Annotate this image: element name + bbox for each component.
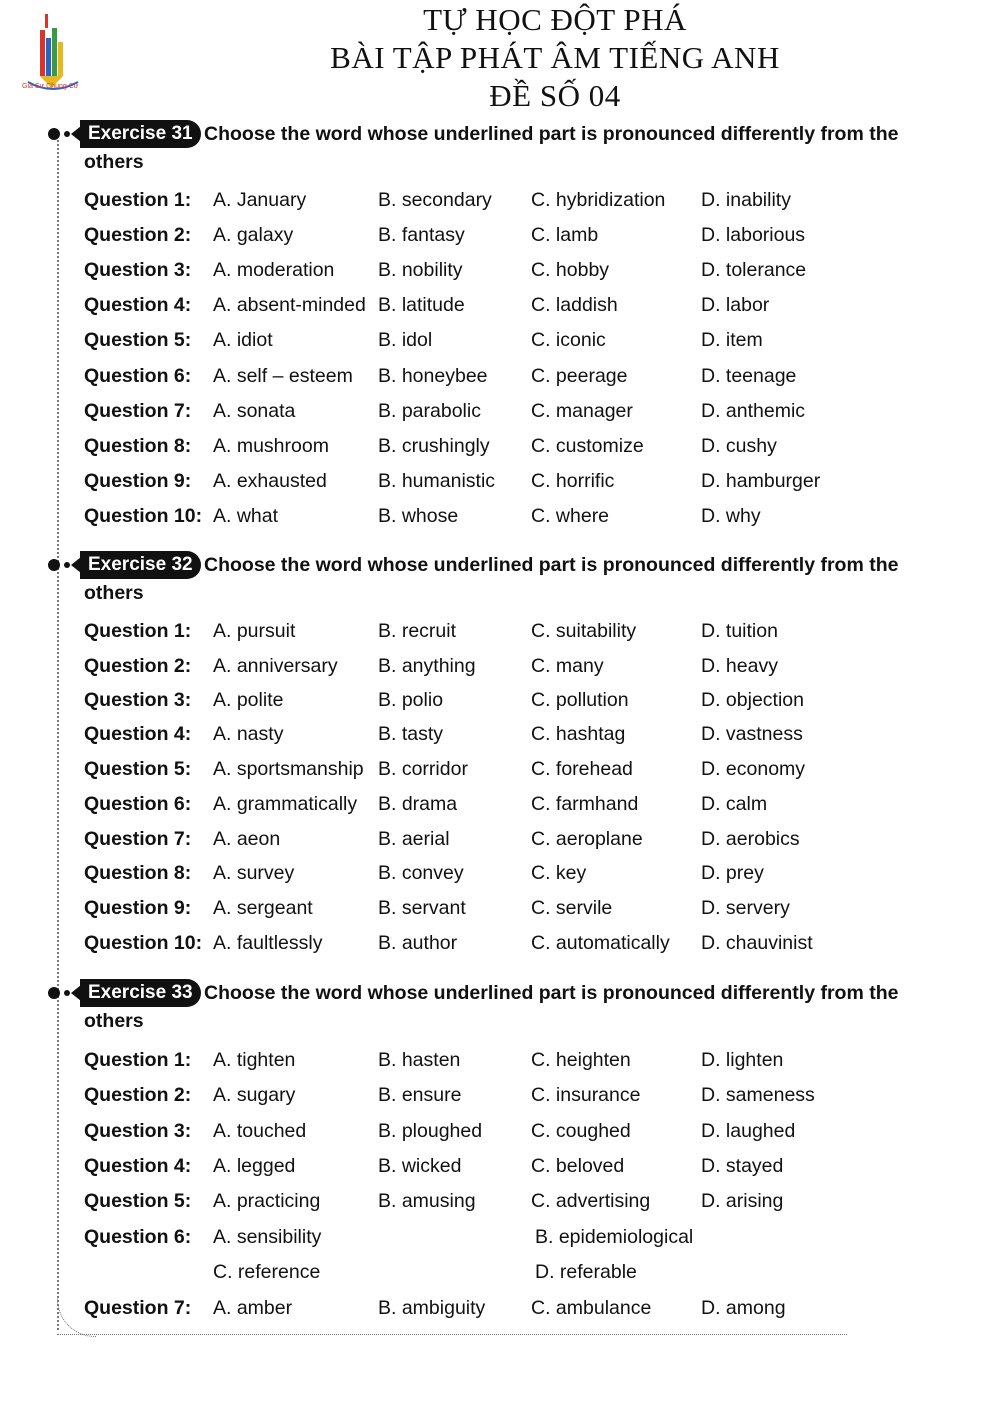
option-c: C. hobby <box>531 259 610 281</box>
question-label: Question 3: <box>84 689 192 711</box>
option-b: B. aerial <box>378 828 450 850</box>
question-label: Question 7: <box>84 828 192 850</box>
option-a: A. sergeant <box>213 897 313 919</box>
option-c: C. aeroplane <box>531 828 643 850</box>
option-b: B. corridor <box>378 758 468 780</box>
question-row <box>0 289 1000 321</box>
option-b: B. convey <box>378 862 464 884</box>
option-c: C. hashtag <box>531 723 626 745</box>
question-row <box>0 1044 1000 1076</box>
option-c: C. pollution <box>531 689 629 711</box>
exercise-badge: Exercise 31 <box>80 120 201 148</box>
bullet-small-icon <box>64 990 70 996</box>
option-d: D. calm <box>701 793 768 815</box>
question-row <box>0 254 1000 286</box>
option-c: C. reference <box>213 1261 321 1283</box>
option-a: A. sensibility <box>213 1226 322 1248</box>
logo-text: Gia Sư Chung Cư <box>22 83 79 90</box>
bullet-icon <box>48 128 60 140</box>
option-a: A. what <box>213 505 279 527</box>
option-b: B. secondary <box>378 189 492 211</box>
exercise-header <box>0 551 1000 604</box>
option-a: A. amber <box>213 1297 293 1319</box>
option-c: C. lamb <box>531 224 599 246</box>
exercise-header <box>0 979 1000 1032</box>
exercise-instruction-cont: others <box>84 1010 144 1032</box>
option-d: D. tolerance <box>701 259 807 281</box>
bottom-dotted-rule <box>57 1334 847 1335</box>
option-b: B. parabolic <box>378 400 481 422</box>
option-b: B. author <box>378 932 458 954</box>
option-d: D. aerobics <box>701 828 800 850</box>
option-a: A. sportsmanship <box>213 758 364 780</box>
question-row <box>0 324 1000 356</box>
title-line-1: TỰ HỌC ĐỘT PHÁ <box>423 2 687 37</box>
option-b: B. amusing <box>378 1190 476 1212</box>
question-row <box>0 1150 1000 1182</box>
option-c: C. hybridization <box>531 189 666 211</box>
option-a: A. tighten <box>213 1049 296 1071</box>
option-c: C. many <box>531 655 604 677</box>
option-d: D. laborious <box>701 224 806 246</box>
question-row <box>0 684 1000 716</box>
option-a: A. practicing <box>213 1190 321 1212</box>
question-label: Question 6: <box>84 365 192 387</box>
title-line-3: ĐỀ SỐ 04 <box>489 78 621 113</box>
option-d: D. vastness <box>701 723 803 745</box>
option-b: B. epidemiological <box>535 1226 694 1248</box>
question-row <box>0 1079 1000 1111</box>
option-c: C. advertising <box>531 1190 651 1212</box>
bullet-icon <box>48 987 60 999</box>
question-label: Question 3: <box>84 1120 192 1142</box>
option-c: C. key <box>531 862 587 884</box>
option-c: C. heighten <box>531 1049 631 1071</box>
question-label: Question 2: <box>84 1084 192 1106</box>
option-c: C. peerage <box>531 365 628 387</box>
option-d: D. among <box>701 1297 786 1319</box>
question-row <box>0 857 1000 889</box>
question-row <box>0 650 1000 682</box>
question-row <box>0 465 1000 497</box>
question-label: Question 4: <box>84 1155 192 1177</box>
exercise-header <box>0 120 1000 173</box>
option-c: C. coughed <box>531 1120 631 1142</box>
option-b: B. idol <box>378 329 433 351</box>
option-a: A. touched <box>213 1120 307 1142</box>
option-c: C. horrific <box>531 470 615 492</box>
option-a: A. legged <box>213 1155 296 1177</box>
option-b: B. ploughed <box>378 1120 483 1142</box>
option-a: A. polite <box>213 689 284 711</box>
option-c: C. servile <box>531 897 613 919</box>
question-label: Question 5: <box>84 1190 192 1212</box>
option-c: C. forehead <box>531 758 633 780</box>
option-d: D. tuition <box>701 620 778 642</box>
question-label: Question 2: <box>84 655 192 677</box>
question-row <box>0 927 1000 959</box>
option-c: C. ambulance <box>531 1297 652 1319</box>
option-a: A. pursuit <box>213 620 296 642</box>
option-a: A. January <box>213 189 307 211</box>
question-label: Question 6: <box>84 793 192 815</box>
option-a: A. aeon <box>213 828 281 850</box>
option-a: A. galaxy <box>213 224 294 246</box>
question-row <box>0 500 1000 532</box>
question-row <box>0 718 1000 750</box>
option-d: D. sameness <box>701 1084 815 1106</box>
exercise-instruction-cont: others <box>84 582 144 604</box>
option-d: D. anthemic <box>701 400 806 422</box>
option-a: A. moderation <box>213 259 335 281</box>
option-d: D. stayed <box>701 1155 784 1177</box>
question-label: Question 8: <box>84 435 192 457</box>
title-line-2: BÀI TẬP PHÁT ÂM TIẾNG ANH <box>330 40 780 75</box>
option-d: D. referable <box>535 1261 637 1283</box>
option-c: C. laddish <box>531 294 618 316</box>
option-d: D. prey <box>701 862 764 884</box>
option-c: C. where <box>531 505 610 527</box>
option-b: B. hasten <box>378 1049 461 1071</box>
question-row <box>0 615 1000 647</box>
option-c: C. iconic <box>531 329 606 351</box>
bullet-small-icon <box>64 131 70 137</box>
option-d: D. economy <box>701 758 806 780</box>
question-label: Question 10: <box>84 505 203 527</box>
question-label: Question 1: <box>84 620 192 642</box>
question-label: Question 5: <box>84 329 192 351</box>
option-b: B. polio <box>378 689 444 711</box>
question-row <box>0 1185 1000 1217</box>
option-b: B. whose <box>378 505 459 527</box>
bullet-icon <box>48 559 60 571</box>
question-label: Question 9: <box>84 897 192 919</box>
question-row <box>0 1221 1000 1253</box>
option-b: B. ambiguity <box>378 1297 486 1319</box>
question-row <box>0 823 1000 855</box>
option-a: A. nasty <box>213 723 284 745</box>
question-label: Question 2: <box>84 224 192 246</box>
page-header <box>0 0 1000 115</box>
option-b: B. nobility <box>378 259 463 281</box>
question-label: Question 4: <box>84 723 192 745</box>
option-c: C. customize <box>531 435 644 457</box>
question-label: Question 9: <box>84 470 192 492</box>
option-d: D. why <box>701 505 761 527</box>
option-c: C. beloved <box>531 1155 625 1177</box>
option-a: A. self – esteem <box>213 365 353 387</box>
option-b: B. wicked <box>378 1155 462 1177</box>
exercise-instruction: Choose the word whose underlined part is pronounced differently from the <box>204 982 899 1004</box>
question-label: Question 7: <box>84 1297 192 1319</box>
option-d: D. item <box>701 329 763 351</box>
option-c: C. automatically <box>531 932 670 954</box>
option-d: D. servery <box>701 897 790 919</box>
option-b: B. drama <box>378 793 458 815</box>
option-d: D. teenage <box>701 365 797 387</box>
option-d: D. arising <box>701 1190 784 1212</box>
option-d: D. labor <box>701 294 770 316</box>
question-row <box>0 395 1000 427</box>
option-d: D. chauvinist <box>701 932 813 954</box>
question-label: Question 1: <box>84 189 192 211</box>
question-row <box>0 892 1000 924</box>
option-d: D. objection <box>701 689 804 711</box>
option-c: C. manager <box>531 400 633 422</box>
question-row <box>0 1292 1000 1324</box>
question-label: Question 8: <box>84 862 192 884</box>
exercise-badge: Exercise 33 <box>80 979 201 1007</box>
option-a: A. faultlessly <box>213 932 323 954</box>
option-c: C. suitability <box>531 620 637 642</box>
option-a: A. survey <box>213 862 295 884</box>
question-row <box>0 1115 1000 1147</box>
question-row <box>0 184 1000 216</box>
option-c: C. farmhand <box>531 793 639 815</box>
option-b: B. humanistic <box>378 470 496 492</box>
question-label: Question 4: <box>84 294 192 316</box>
bullet-small-icon <box>64 562 70 568</box>
question-row <box>0 430 1000 462</box>
question-row <box>0 753 1000 785</box>
option-b: B. ensure <box>378 1084 462 1106</box>
question-row <box>0 788 1000 820</box>
exercise-instruction-cont: others <box>84 151 144 173</box>
option-a: A. absent-minded <box>213 294 366 316</box>
exercise-instruction: Choose the word whose underlined part is pronounced differently from the <box>204 554 899 576</box>
option-b: B. fantasy <box>378 224 465 246</box>
option-d: D. cushy <box>701 435 777 457</box>
question-label: Question 7: <box>84 400 192 422</box>
option-a: A. mushroom <box>213 435 329 457</box>
question-label: Question 3: <box>84 259 192 281</box>
option-b: B. crushingly <box>378 435 490 457</box>
option-b: B. honeybee <box>378 365 488 387</box>
question-label: Question 10: <box>84 932 203 954</box>
question-label: Question 1: <box>84 1049 192 1071</box>
option-a: A. idiot <box>213 329 273 351</box>
question-row <box>0 219 1000 251</box>
option-a: A. grammatically <box>213 793 358 815</box>
option-b: B. anything <box>378 655 476 677</box>
option-a: A. anniversary <box>213 655 338 677</box>
option-d: D. hamburger <box>701 470 821 492</box>
question-row <box>0 1256 1000 1288</box>
option-d: D. laughed <box>701 1120 796 1142</box>
question-label: Question 6: <box>84 1226 192 1248</box>
option-b: B. recruit <box>378 620 457 642</box>
option-d: D. heavy <box>701 655 778 677</box>
option-b: B. servant <box>378 897 466 919</box>
option-b: B. latitude <box>378 294 465 316</box>
option-a: A. sonata <box>213 400 296 422</box>
option-d: D. lighten <box>701 1049 784 1071</box>
option-b: B. tasty <box>378 723 444 745</box>
option-c: C. insurance <box>531 1084 641 1106</box>
exercise-badge: Exercise 32 <box>80 551 201 579</box>
option-a: A. sugary <box>213 1084 296 1106</box>
option-a: A. exhausted <box>213 470 327 492</box>
question-label: Question 5: <box>84 758 192 780</box>
option-d: D. inability <box>701 189 791 211</box>
exercise-instruction: Choose the word whose underlined part is pronounced differently from the <box>204 123 899 145</box>
question-row <box>0 360 1000 392</box>
